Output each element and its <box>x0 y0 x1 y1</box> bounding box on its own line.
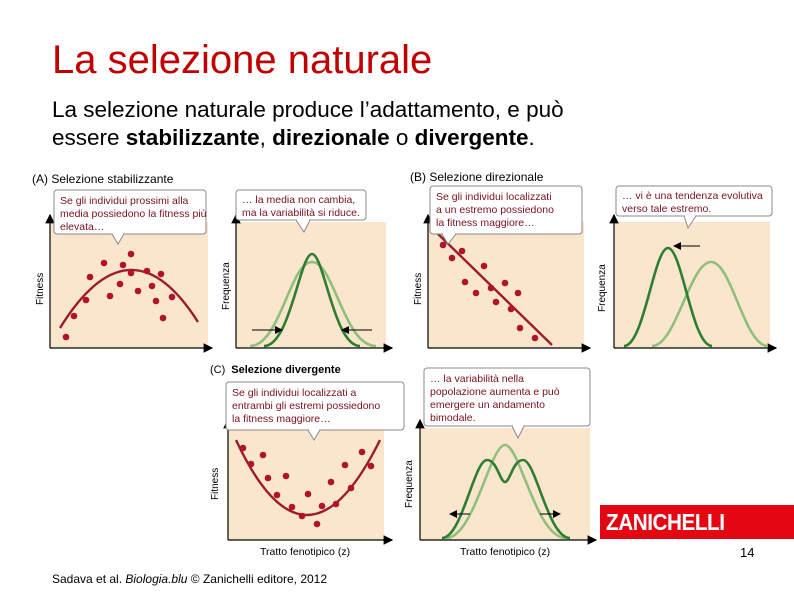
credit-after: © Zanichelli editore, 2012 <box>187 572 328 586</box>
panel-a-point <box>101 260 108 267</box>
bubble-line: Se gli individui prossimi alla <box>60 195 189 207</box>
panel-c-point <box>283 473 290 480</box>
panel-c-label: Selezione divergente <box>231 364 341 376</box>
page-number: 14 <box>740 545 755 560</box>
bubble-line: ma la variabilità si riduce. <box>242 207 360 219</box>
panel-b-point <box>502 280 509 287</box>
zanichelli-logo <box>600 505 794 539</box>
panel-c-point <box>359 449 366 456</box>
svg-text:ma la variabilità si riduce. <box>242 207 360 219</box>
svg-text:Se gli individui localizzati <box>436 191 552 203</box>
panel-a-point <box>87 274 94 281</box>
credit-before: Sadava et al. <box>52 572 126 586</box>
svg-text:(C)Selezione divergente <box>210 364 341 376</box>
subtitle-end: . <box>528 125 535 150</box>
panel-c-point <box>333 501 340 508</box>
panel-a-point <box>158 271 165 278</box>
panel-a-point <box>128 251 135 258</box>
svg-text:a un estremo possiedono <box>436 204 554 216</box>
panel-b-point <box>459 248 466 255</box>
panel-b-point <box>508 306 515 313</box>
panel-c-fitness-plot <box>210 382 404 558</box>
panel-c-fitness-y-label: Fitness <box>210 467 221 500</box>
panel-b-fitness-y-label: Fitness <box>413 272 424 305</box>
panel-b-fitness-plot <box>413 186 590 348</box>
panel-a-point <box>128 270 135 277</box>
panel-b-point <box>440 242 447 249</box>
subtitle-line2-start: essere <box>52 125 126 150</box>
bubble-line: la fitness maggiore… <box>436 217 535 229</box>
keyword-stabilizzante: stabilizzante <box>125 125 260 150</box>
panel-a-freq-y-label: Frequenza <box>221 262 232 310</box>
panel-b-point <box>449 255 456 262</box>
panel-a-point <box>120 262 127 269</box>
svg-text:popolazione aumenta e può <box>430 386 560 398</box>
bubble-line: bimodale. <box>430 412 476 424</box>
panel-c-point <box>265 475 272 482</box>
credit-line <box>52 572 327 586</box>
panel-c-point <box>240 445 247 452</box>
panel-a-point <box>149 283 156 290</box>
panel-c-point <box>319 503 326 510</box>
panel-c-point <box>260 452 267 459</box>
bubble-line: … la media non cambia, <box>242 194 356 206</box>
panel-b-frequency-plot <box>597 186 776 348</box>
svg-text:emergere un andamento <box>430 399 545 411</box>
panel-a-label: (A) Selezione stabilizzante <box>32 172 174 186</box>
panel-a-point <box>153 298 160 305</box>
panel-c-x-label-right: Tratto fenotipico (z) <box>460 546 551 558</box>
panel-a-point <box>135 288 142 295</box>
svg-text:… vi è una tendenza evolutiva <box>622 190 763 202</box>
keyword-direzionale: direzionale <box>272 125 390 150</box>
subtitle-sep1: , <box>259 125 273 150</box>
panel-a-fitness-plot <box>35 190 212 348</box>
panel-a-point <box>144 268 151 275</box>
svg-text:la fitness maggiore… <box>232 413 331 425</box>
subtitle-line1: La selezione naturale produce l’adattamento, e può <box>52 97 564 122</box>
panel-a-fitness-bg <box>50 222 208 348</box>
panel-c-point <box>328 479 335 486</box>
bubble-line: entrambi gli estremi possiedono <box>232 400 381 412</box>
svg-text:bimodale. <box>430 412 476 424</box>
panel-c-point <box>248 461 255 468</box>
panel-b-freq-bubble <box>616 186 772 228</box>
panel-c-point <box>368 463 375 470</box>
bubble-line: la fitness maggiore… <box>232 413 331 425</box>
panel-c-frequency-plot <box>404 368 596 558</box>
svg-text:… la media non cambia, <box>242 194 355 206</box>
panel-c-fitness-bg <box>228 428 384 540</box>
panel-b-point <box>532 335 539 342</box>
panel-b-point <box>493 299 500 306</box>
panel-a-point <box>107 293 114 300</box>
svg-text:elevata… <box>60 221 104 233</box>
panel-c-point <box>314 521 321 528</box>
bubble-line: a un estremo possiedono <box>436 204 554 216</box>
panel-b-point <box>481 263 488 270</box>
panel-c-prefix: (C) <box>210 364 226 376</box>
panel-c-point <box>348 485 355 492</box>
panel-a-point <box>71 313 78 320</box>
svg-text:la fitness maggiore… <box>436 217 535 229</box>
svg-text:Se gli individui prossimi alla <box>60 195 189 207</box>
panel-c-point <box>299 513 306 520</box>
credit-italic: Biologia.blu <box>125 572 188 586</box>
panel-a-freq-bg <box>236 222 386 348</box>
panel-c-point <box>289 504 296 511</box>
panel-a-fitness-y-label: Fitness <box>35 272 46 305</box>
bubble-line: … vi è una tendenza evolutiva <box>622 190 763 202</box>
bubble-line: elevata… <box>60 221 105 233</box>
panel-a-point <box>117 281 124 288</box>
panel-a-point <box>63 334 70 341</box>
panel-b-point <box>517 325 524 332</box>
panel-b-freq-y-label: Frequenza <box>597 264 608 312</box>
bubble-line: verso tale estremo. <box>622 203 712 215</box>
svg-text:entrambi gli estremi possiedon <box>232 400 380 412</box>
panel-b-label: (B) Selezione direzionale <box>410 170 544 184</box>
bubble-line: emergere un andamento <box>430 399 545 411</box>
svg-text:verso tale estremo. <box>622 203 711 215</box>
bubble-line: popolazione aumenta e può <box>430 386 560 398</box>
panel-a-point <box>169 294 176 301</box>
panel-c-point <box>274 492 281 499</box>
panel-c-point <box>342 462 349 469</box>
subtitle-sep2: o <box>389 125 415 150</box>
panel-b-point <box>473 290 480 297</box>
keyword-divergente: divergente <box>414 125 529 150</box>
panel-c-freq-bubble <box>424 368 590 438</box>
panel-a-frequency-plot <box>221 190 392 348</box>
bubble-line: Se gli individui localizzati a <box>232 387 357 399</box>
bubble-line: … la variabilità nella <box>430 373 524 385</box>
panel-b-point <box>488 285 495 292</box>
panel-c-freq-y-label: Frequenza <box>404 460 415 508</box>
svg-text:Se gli individui localizzati a <box>232 387 356 399</box>
svg-text:media possiedono la fitness pi <box>60 208 207 220</box>
panel-b-point <box>515 290 522 297</box>
svg-text:… la variabilità nella <box>430 373 524 385</box>
bubble-line: media possiedono la fitness più <box>60 208 207 220</box>
logo-text: ZANICHELLI <box>606 509 725 535</box>
bubble-line: Se gli individui localizzati <box>436 191 552 203</box>
panel-c-point <box>305 491 312 498</box>
slide-title: La selezione naturale <box>52 38 433 82</box>
panel-a-point <box>83 297 90 304</box>
panel-c-x-label-left: Tratto fenotipico (z) <box>260 546 351 558</box>
panel-b-point <box>462 279 469 286</box>
panel-a-point <box>160 315 167 322</box>
